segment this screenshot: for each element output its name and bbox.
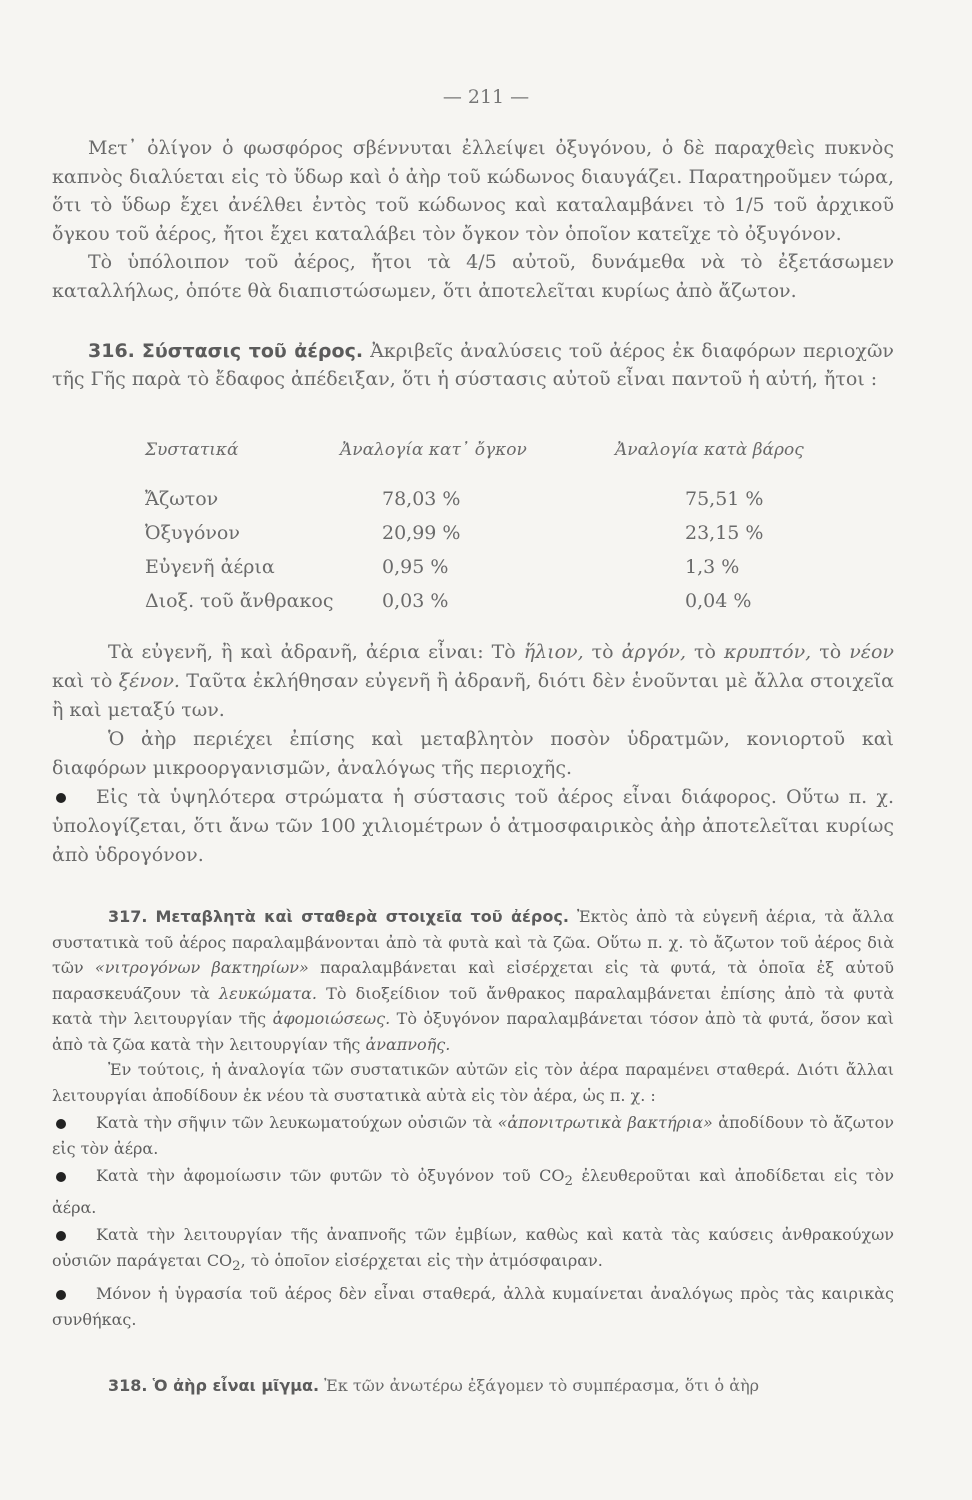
- noble-gases-section: [52, 638, 894, 870]
- text-fragment: τὸ: [591, 641, 614, 663]
- list-item: [52, 1222, 894, 1279]
- paragraph-water-vapor: Ὁ ἀὴρ περιέχει ἐπίσης καὶ μεταβλητὸν ποσὸν ὑδρατμῶν, κονιορτοῦ καὶ διαφόρων μικροοργανισμῶν, ἀναλόγως τῆς περιοχῆς.: [52, 728, 894, 779]
- text-fragment: Κατὰ τὴν σῆψιν τῶν λευκωματούχων οὐσιῶν τὰ: [96, 1113, 493, 1132]
- table-row: [145, 482, 845, 516]
- emphasis-respiration: ἀναπνοῆς.: [365, 1034, 451, 1054]
- emphasis-helium: ἥλιον,: [523, 641, 584, 663]
- text-fragment: Κατὰ τὴν λειτουργίαν τῆς ἀναπνοῆς τῶν ἐμβίων, καθὼς καὶ κατὰ τὰς καύσεις ἀνθρακούχων οὐσιῶν παράγεται CO: [52, 1225, 894, 1270]
- composition-table: [145, 440, 845, 618]
- table-row: [145, 516, 845, 550]
- cell-component: Ἄζωτον: [145, 488, 219, 510]
- section-title: Μεταβλητὰ καὶ σταθερὰ στοιχεῖα τοῦ ἀέρος.: [155, 907, 569, 926]
- section-title: Ὁ ἀὴρ εἶναι μῖγμα.: [152, 1376, 320, 1395]
- emphasis-xenon: ξένον.: [118, 670, 180, 692]
- cell-weight: 1,3 %: [685, 556, 740, 578]
- emphasis-denitrifying-bacteria: «ἀπονιτρωτικὰ βακτήρια»: [497, 1113, 713, 1132]
- text-fragment: παραλαμβάνεται καὶ εἰσέρχεται εἰς τὰ φυτά, τὰ ὁποῖα ἐξ αὐτοῦ παρασκευάζουν τὰ: [52, 958, 895, 1003]
- section-316: [52, 337, 894, 393]
- cell-volume: 78,03 %: [382, 488, 461, 510]
- cell-weight: 0,04 %: [685, 590, 752, 612]
- header-volume: Ἀναλογία κατ᾽ ὄγκον: [340, 440, 527, 460]
- paragraph-upper-text: Εἰς τὰ ὑψηλότερα στρώματα ἡ σύστασις τοῦ ἀέρος εἶναι διάφορος. Οὕτω π. χ. ὑπολογίζεται, ὅτι ἄνω τῶν 100 χιλιομέτρων ὁ ἀτμοσφαιρικὸς ἀὴρ ἀποτελεῖται κυρίως ἀπὸ ὑδρογόνον.: [52, 786, 894, 866]
- section-text: Ἐκ τῶν ἀνωτέρω ἐξάγομεν τὸ συμπέρασμα, ὅτι ὁ ἀὴρ: [324, 1376, 760, 1395]
- cell-component: Διοξ. τοῦ ἄνθρακος: [145, 590, 334, 612]
- header-component: Συστατικά: [145, 440, 239, 460]
- text-fragment: τὸ: [819, 641, 842, 663]
- subscript: 2: [232, 1258, 241, 1274]
- bullet-icon: [56, 1172, 66, 1182]
- section-317-paragraph-2: Ἐν τούτοις, ἡ ἀναλογία τῶν συστατικῶν αὐτῶν εἰς τὸν ἀέρα παραμένει σταθερά. Διότι ἄλλαι λειτουργίαι ἀποδίδουν ἐκ νέου τὰ συστατικὰ αὐτὰ εἰς τὸν ἀέρα, ὡς π. χ. :: [52, 1060, 894, 1105]
- cell-component: Εὐγενῆ ἀέρια: [145, 556, 275, 578]
- cell-volume: 0,95 %: [382, 556, 449, 578]
- section-318: [52, 1376, 894, 1395]
- table-row: [145, 584, 845, 618]
- section-318-paragraph: [52, 1376, 894, 1395]
- list-item: [52, 1110, 894, 1161]
- text-fragment: Τὰ εὐγενῆ, ἢ καὶ ἀδρανῆ, ἀέρια εἶναι: Τὸ: [108, 641, 516, 663]
- cell-weight: 75,51 %: [685, 488, 764, 510]
- bullet-icon: [56, 1290, 66, 1300]
- text-fragment: Ταῦτα ἐκλήθησαν εὐγενῆ ἢ ἀδρανῆ, διότι δὲν ἑνοῦνται μὲ ἄλλα στοιχεῖα ἢ καὶ μεταξύ των.: [52, 670, 894, 721]
- table-row: [145, 550, 845, 584]
- section-text: Ἀκριβεῖς ἀναλύσεις τοῦ ἀέρος ἐκ διαφόρων περιοχῶν τῆς Γῆς παρὰ τὸ ἔδαφος ἀπέδειξαν, ὅτι ἡ σύστασις αὐτοῦ εἶναι παντοῦ ἡ αὐτή, ἤτοι :: [52, 340, 894, 390]
- section-number: 318.: [108, 1376, 148, 1395]
- subscript: 2: [564, 1174, 574, 1190]
- emphasis-assimilation: ἀφομοιώσεως.: [272, 1009, 391, 1028]
- bullet-icon: [56, 793, 66, 803]
- header-weight: Ἀναλογία κατὰ βάρος: [615, 440, 804, 460]
- paragraph-noble-gases: [52, 638, 894, 725]
- emphasis-proteins: λευκώματα.: [219, 983, 317, 1003]
- text-fragment: Μόνον ἡ ὑγρασία τοῦ ἀέρος δὲν εἶναι σταθερά, ἀλλὰ κυμαίνεται ἀναλόγως πρὸς τὰς καιρικὰς συνθήκας.: [52, 1284, 894, 1329]
- paragraph-upper-layers: [52, 783, 894, 870]
- section-number: 316.: [88, 340, 135, 362]
- text-fragment: , τὸ ὁποῖον εἰσέρχεται εἰς τὴν ἀτμόσφαιραν.: [240, 1250, 603, 1270]
- emphasis-krypton: κρυπτόν,: [724, 641, 812, 663]
- emphasis-nitrogen-bacteria: «νιτρογόνων βακτηρίων»: [94, 958, 309, 977]
- text-fragment: Τὸ ὀξυγόνον παραλαμβάνεται τόσον ἀπὸ τὰ φυτά, ὅσον καὶ ἀπὸ τὰ ζῶα κατὰ τὴν λειτουργίαν τῆς: [52, 1009, 895, 1054]
- text-fragment: ἐλευθεροῦται καὶ ἀποδίδεται εἰς τὸν ἀέρα.: [52, 1166, 894, 1217]
- intro-section: [52, 134, 894, 306]
- text-fragment: Τὸ διοξείδιον τοῦ ἄνθρακος παραλαμβάνεται ἐπίσης ἀπὸ τὰ φυτὰ κατὰ τὴν λειτουργίαν τῆς: [52, 983, 895, 1028]
- emphasis-neon: νέον: [849, 641, 894, 663]
- page-number: — 211 —: [442, 86, 530, 108]
- paragraph-phosphorus: Μετ᾽ ὀλίγον ὁ φωσφόρος σβέννυται ἐλλείψει ὀξυγόνου, ὁ δὲ παραχθεὶς πυκνὸς καπνὸς διαλύεται εἰς τὸ ὕδωρ καὶ ὁ ἀὴρ τοῦ κώδωνος διαυγάζει. Παρατηροῦμεν τώρα, ὅτι τὸ ὕδωρ ἔχει ἀνέλθει ἐντὸς τοῦ κώδωνος καὶ καταλαμβάνει τὸ 1/5 τοῦ ἀρχικοῦ ὄγκου τοῦ ἀέρος, ἤτοι ἔχει καταλάβει τὸν ὄγκον τὸν ὁποῖον κατεῖχε τὸ ὀξυγόνον.: [52, 137, 894, 245]
- text-fragment: τὸ: [694, 641, 716, 663]
- section-317-paragraph: [52, 904, 894, 1057]
- cell-volume: 20,99 %: [382, 522, 461, 544]
- cell-weight: 23,15 %: [685, 522, 764, 544]
- text-fragment: Κατὰ τὴν ἀφομοίωσιν τῶν φυτῶν τὸ ὀξυγόνον τοῦ CO: [96, 1166, 565, 1185]
- emphasis-argon: ἀργόν,: [621, 641, 687, 663]
- text-fragment: Ἐκτὸς ἀπὸ τὰ εὐγενῆ ἀέρια, τὰ ἄλλα συστατικὰ τοῦ ἀέρος παραλαμβάνονται ἀπὸ τὰ φυτὰ καὶ τὰ ζῶα. Οὕτω π. χ. τὸ ἄζωτον τοῦ ἀέρος διὰ τῶν: [52, 907, 895, 977]
- paragraph-remainder: Τὸ ὑπόλοιπον τοῦ ἀέρος, ἤτοι τὰ 4/5 αὐτοῦ, δυνάμεθα νὰ τὸ ἐξετάσωμεν καταλλήλως, ὁπότε θὰ διαπιστώσωμεν, ὅτι ἀποτελεῖται κυρίως ἀπὸ ἄζωτον.: [52, 251, 894, 302]
- text-fragment: καὶ τὸ: [52, 670, 113, 692]
- section-316-paragraph: [52, 337, 894, 393]
- bullet-icon: [56, 1231, 66, 1241]
- list-item: [52, 1281, 894, 1332]
- cell-volume: 0,03 %: [382, 590, 449, 612]
- cell-component: Ὀξυγόνον: [145, 522, 240, 544]
- bullet-icon: [56, 1119, 66, 1129]
- text-fragment: ἀποδίδουν τὸ ἄζωτον εἰς τὸν ἀέρα.: [52, 1113, 895, 1158]
- list-item: [52, 1163, 894, 1220]
- section-number: 317.: [108, 907, 148, 926]
- table-header-row: [145, 440, 845, 482]
- section-title: Σύστασις τοῦ ἀέρος.: [141, 340, 364, 362]
- section-317: [52, 904, 894, 1332]
